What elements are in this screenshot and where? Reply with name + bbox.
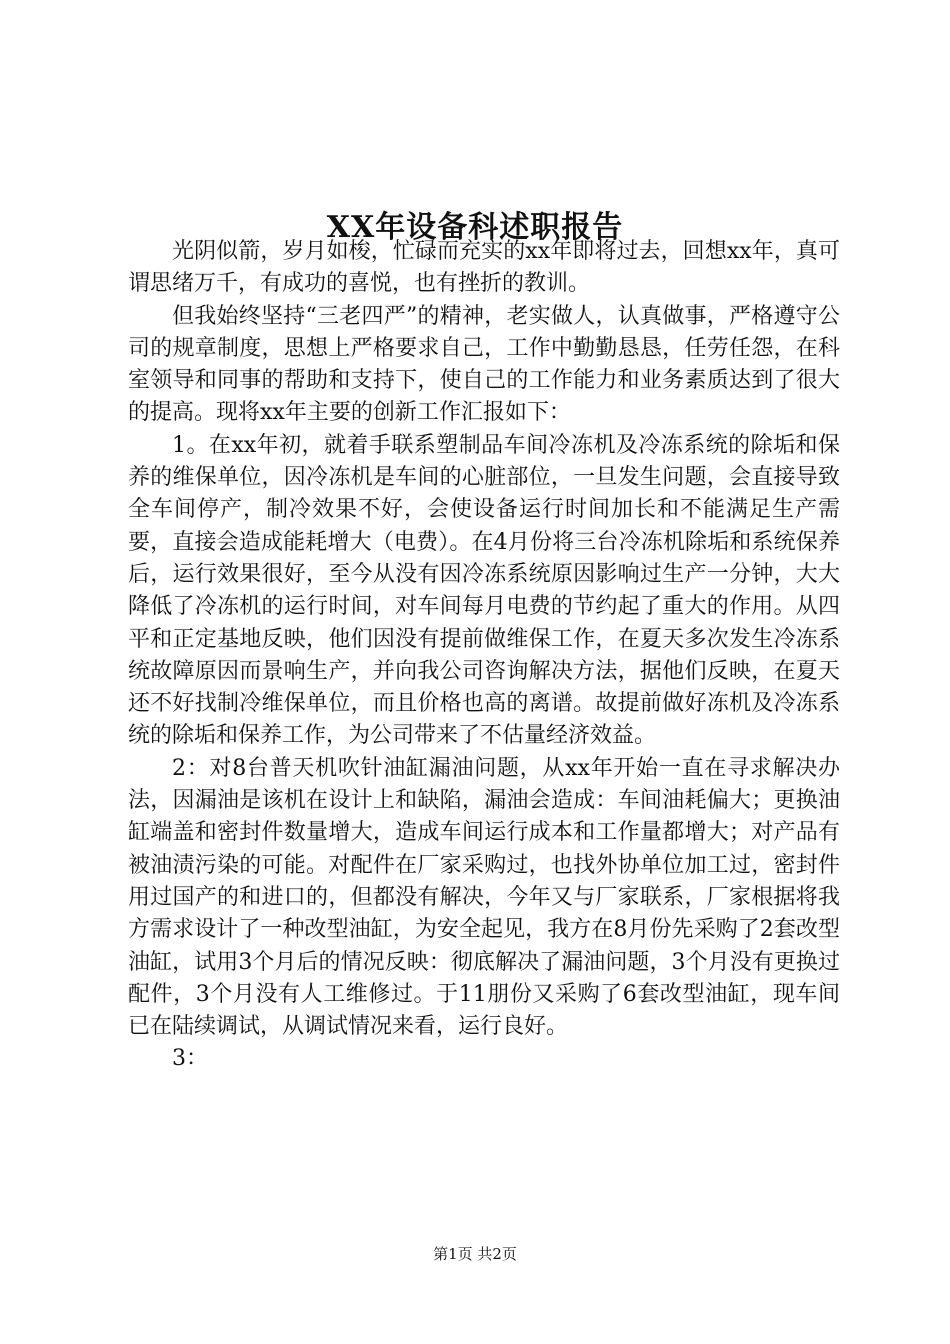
document-title: XX年设备科述职报告 [326, 210, 624, 246]
paragraph-item-2: 2：对8台普天机吹针油缸漏油问题，从xx年开始一直在寻求解决办法，因漏油是该机在设计上和缺陷，漏油会造成：车间油耗偏大；更换油缸端盖和密封件数量增大，造成车间运行成本和工作量都增大；对产品有被油渍污染的可能。对配件在厂家采购过，也找外协单位加工过，密封件用过国产的和进口的，但都没有解决，今年又与厂家联系，厂家根据将我方需求设计了一种改型油缸，为安全起见，我方在8月份先采购了2套改型油缸，试用3个月后的情况反映：彻底解决了漏油问题，3个月没有更换过配件，3个月没有人工维修过。于11朋份又采购了6套改型油缸，现车间已在陆续调试，从调试情况来看，运行良好。 [128, 755, 840, 1040]
document-body [128, 236, 840, 1076]
paragraph-item-1: 1。在xx年初，就着手联系塑制品车间冷冻机及冷冻系统的除垢和保养的维保单位，因冷冻机是车间的心脏部位，一旦发生问题，会直接导致全车间停产，制冷效果不好，会使设备运行时间加长和不能满足生产需要，直接会造成能耗增大（电费）。在4月份将三台冷冻机除垢和系统保养后，运行效果很好，至今从没有因冷冻系统原因影响过生产一分钟，大大降低了冷冻机的运行时间，对车间每月电费的节约起了重大的作用。从四平和正定基地反映，他们因没有提前做维保工作，在夏天多次发生冷冻系统故障原因而景响生产，并向我公司咨询解决方法，据他们反映，在夏天还不好找制冷维保单位，而且价格也高的离谱。故提前做好冻机及冷冻系统的除垢和保养工作，为公司带来了不估量经济效益。 [128, 432, 840, 749]
paragraph-principles: 但我始终坚持“三老四严”的精神，老实做人，认真做事，严格遵守公司的规章制度，思想上严格要求自己，工作中勤勤恳恳，任劳任怨，在科室领导和同事的帮助和支持下，使自己的工作能力和业务素质达到了很大的提高。现将xx年主要的创新工作汇报如下： [128, 303, 840, 426]
page-number-footer: 第1页 共2页 [433, 1245, 517, 1263]
paragraph-item-3: 3： [172, 1046, 208, 1072]
paragraph-intro: 光阴似箭，岁月如梭，忙碌而充实的xx年即将过去，回想xx年，真可谓思绪万千，有成功的喜悦，也有挫折的教训。 [128, 239, 840, 297]
